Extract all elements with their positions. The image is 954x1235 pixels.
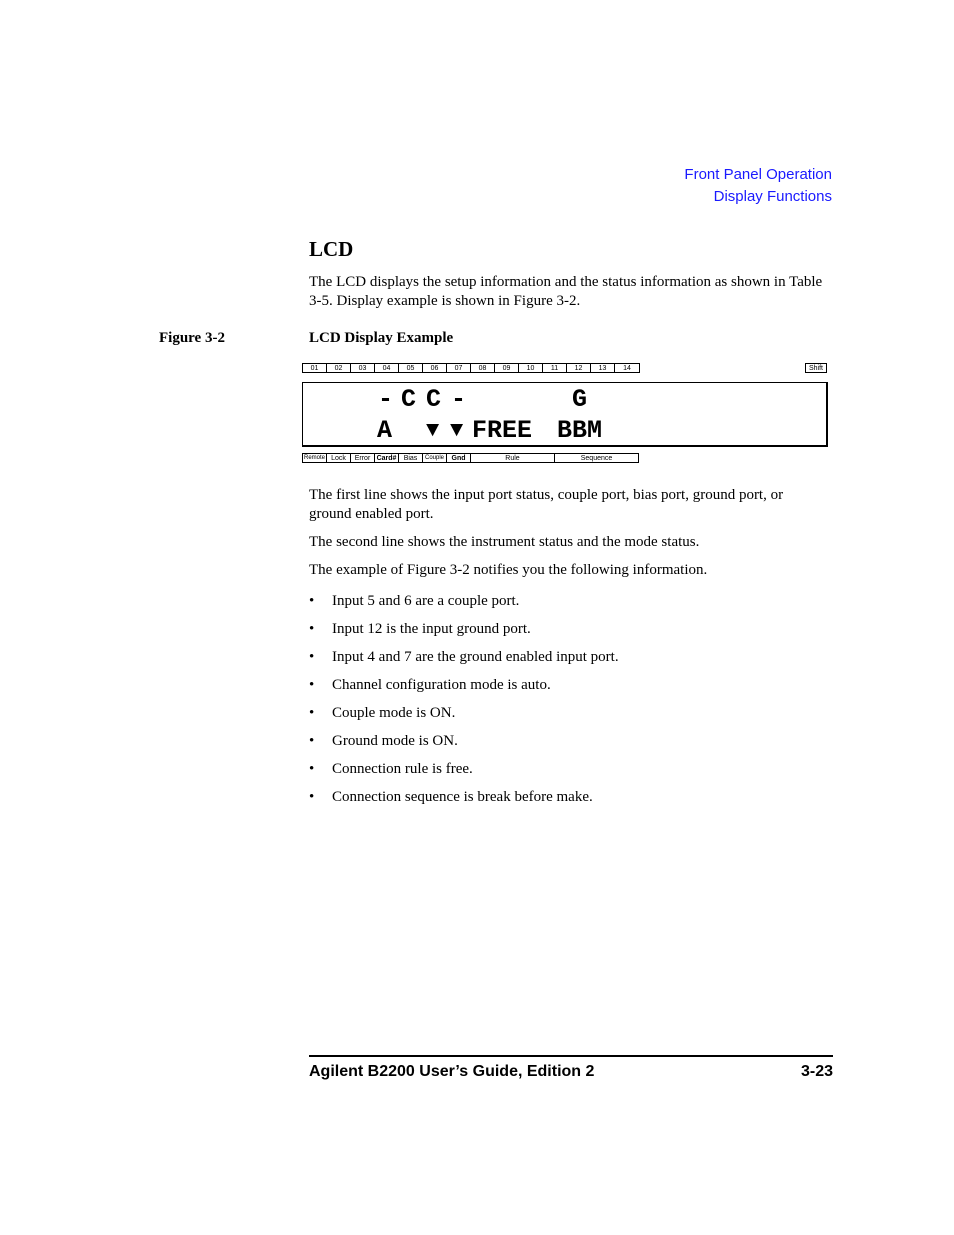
intro-paragraph: The LCD displays the setup information and the status information as shown in Table 3-5. Display example is shown in Figure 3-2. [309,274,823,309]
shift-label: Shift [805,363,827,373]
lcd-line2-mode: A [377,416,393,445]
port-label-03: 03 [350,363,375,373]
bullet-marker: • [309,761,315,777]
list-item: Input 4 and 7 are the ground enabled input port. [332,649,619,665]
footer-title: Agilent B2200 User’s Guide, Edition 2 [309,1063,595,1080]
list-item: Input 12 is the input ground port. [332,621,531,637]
port-label-07: 07 [446,363,471,373]
status-label-bias: Bias [398,453,423,463]
list-item: Input 5 and 6 are a couple port. [332,593,520,609]
port-label-06: 06 [422,363,447,373]
status-label-error: Error [350,453,375,463]
section-heading: LCD [309,237,354,261]
paragraph-example: The example of Figure 3-2 notifies you the following information. [309,562,708,578]
page-number: 3-23 [800,1063,833,1080]
port-label-08: 08 [470,363,495,373]
status-label-rule: Rule [470,453,555,463]
figure-title: LCD Display Example [309,330,454,346]
bullet-marker: • [309,705,315,721]
lcd-line1-char-5: G [572,385,588,414]
status-label-remote: Remote [303,455,325,461]
port-label-14: 14 [614,363,640,373]
status-label-sequence: Sequence [554,453,639,463]
port-label-11: 11 [542,363,567,373]
port-label-10: 10 [518,363,543,373]
bullet-marker: • [309,733,315,749]
port-label-05: 05 [398,363,423,373]
status-label-gnd: Gnd [446,453,471,463]
paragraph-second-line: The second line shows the instrument status and the mode status. [309,534,700,550]
lcd-line2-rule: FREE [472,416,533,445]
footer-rule [309,1055,833,1057]
status-label-couple: Couple [422,453,447,463]
lcd-line2-indicator-2: ▼ [450,418,464,443]
running-header-section: Display Functions [713,188,832,205]
port-label-01: 01 [302,363,327,373]
paragraph-first-line: The first line shows the input port status, couple port, bias port, ground port, or ground enabled port. [309,487,784,522]
bullet-marker: • [309,789,315,805]
bullet-marker: • [309,677,315,693]
status-label-lock: Lock [326,453,351,463]
lcd-line2-sequence: BBM [557,416,603,445]
port-label-09: 09 [494,363,519,373]
list-item: Channel configuration mode is auto. [332,677,551,693]
port-label-02: 02 [326,363,351,373]
list-item: Connection rule is free. [332,761,473,777]
status-label-card: Card# [374,453,399,463]
list-item: Connection sequence is break before make. [332,789,593,805]
bullet-marker: • [309,593,315,609]
lcd-line1-char-4: - [451,385,467,414]
bullet-marker: • [309,621,315,637]
lcd-line2-indicator-1: ▼ [426,418,440,443]
lcd-line1-char-2: C [401,385,417,414]
port-label-12: 12 [566,363,591,373]
lcd-line1-char-1: - [378,385,394,414]
port-label-13: 13 [590,363,615,373]
running-header-chapter: Front Panel Operation [684,166,832,183]
list-item: Ground mode is ON. [332,733,458,749]
bullet-marker: • [309,649,315,665]
port-label-04: 04 [374,363,399,373]
list-item: Couple mode is ON. [332,705,456,721]
lcd-line1-char-3: C [426,385,442,414]
figure-label: Figure 3-2 [159,330,225,346]
